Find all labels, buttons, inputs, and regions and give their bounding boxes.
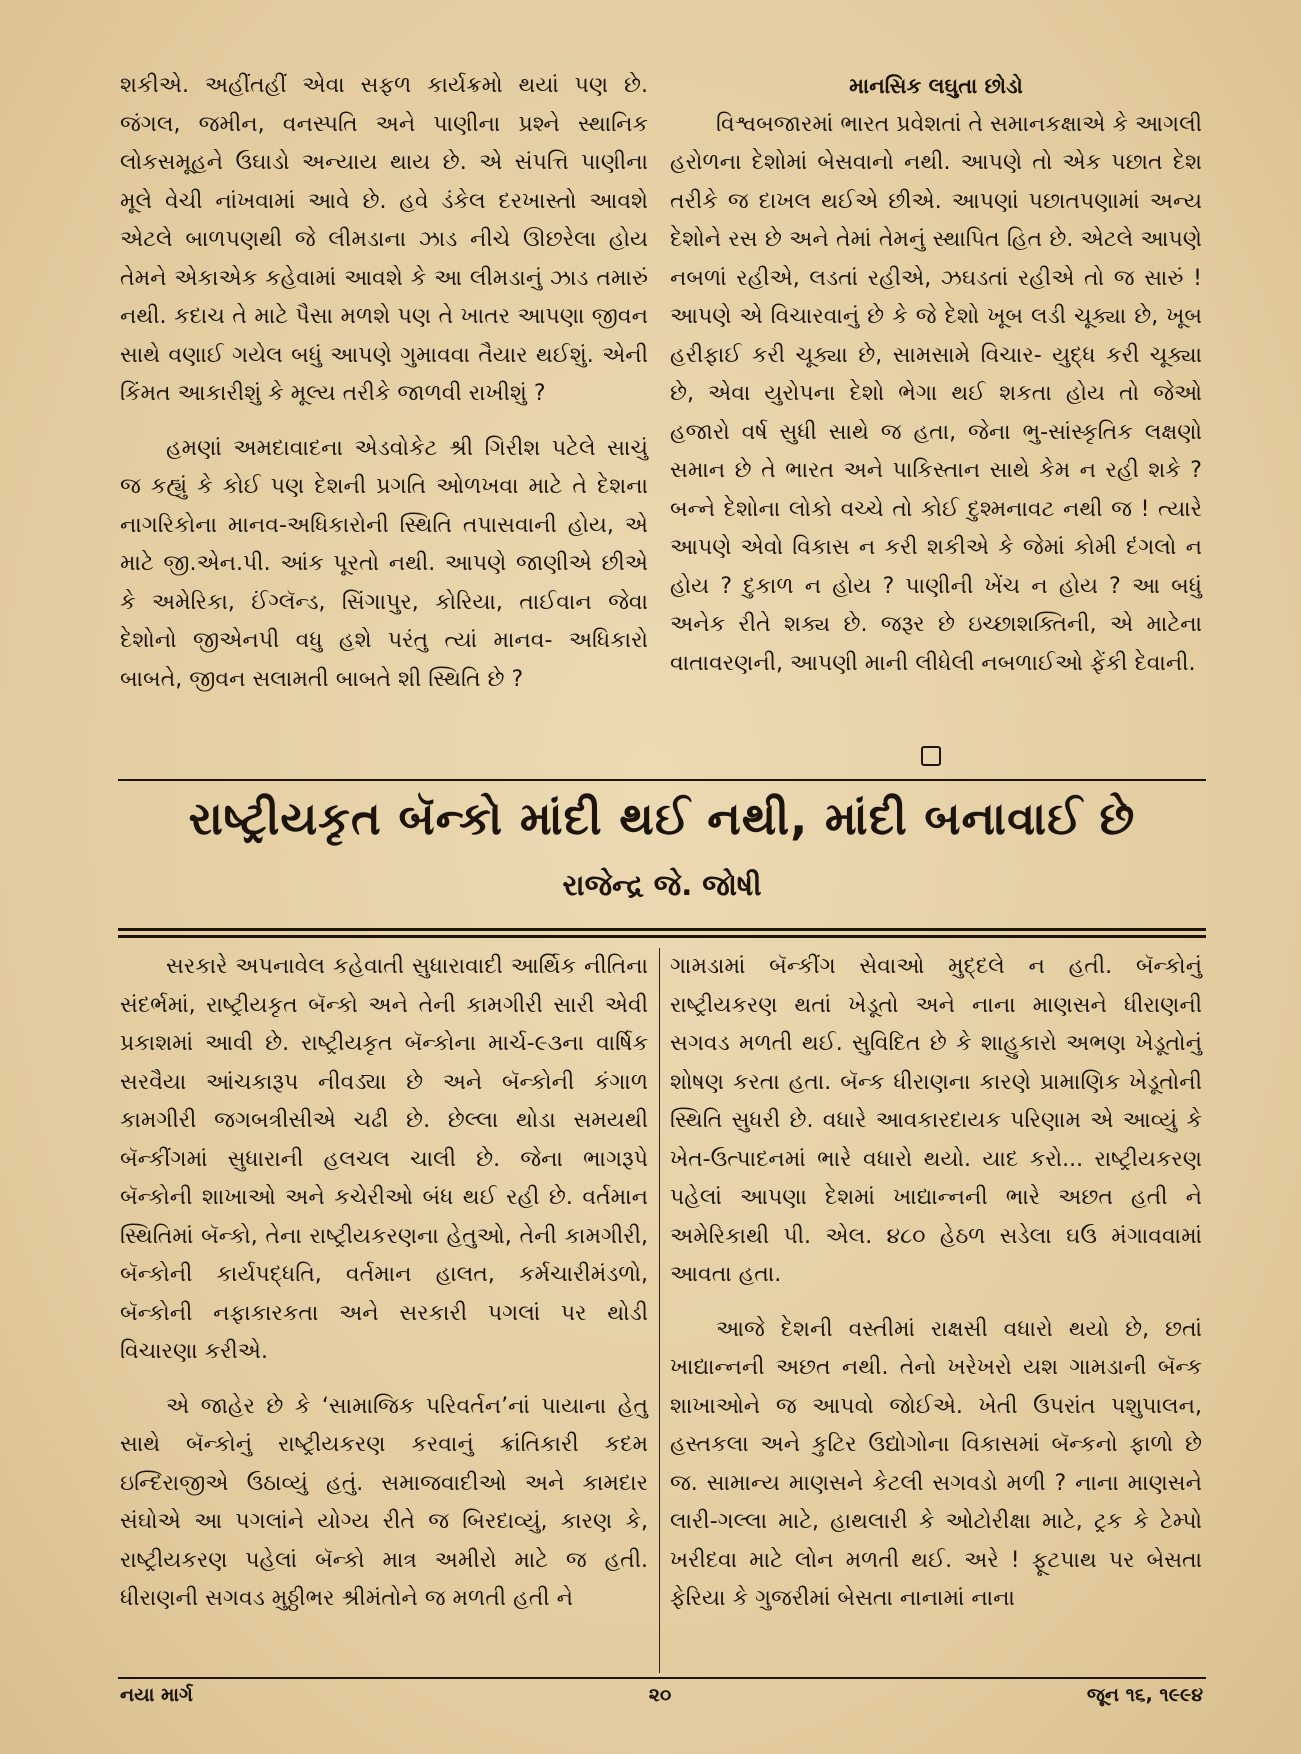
- publication-name: નયા માર્ગ: [120, 1684, 193, 1706]
- paragraph: શકીએ. અહીંતહીં એવા સફળ કાર્યક્રમો થયાં પણ છે. જંગલ, જમીન, વનસ્પતિ અને પાણીના પ્રશ્ને સ્થાનિક લોકસમૂહને ઉઘાડો અન્યાય થાય છે. એ સંપત્તિ પાણીના મૂલે વેચી નાંખવામાં આવે છે. હવે ડંકેલ દરખાસ્તો આવશે એટલે બાળપણથી જે લીમડાના ઝાડ નીચે ઊછરેલા હોય તેમને એકાએક કહેવામાં આવશે કે આ લીમડાનું ઝાડ તમારું નથી. કદાચ તે માટે પૈસા મળશે પણ તે ખાતર આપણા જીવન સાથે વણાઈ ગયેલ બધું આપણે ગુમાવવા તૈયાર થઈશું. એની કિંમત આકારીશું કે મૂલ્ય તરીકે જાળવી રાખીશું ?: [120, 73, 648, 406]
- top-left-column: [120, 67, 648, 699]
- divider: [118, 779, 1206, 781]
- divider: [118, 928, 1206, 931]
- divider: [118, 935, 1206, 938]
- column-divider: [659, 948, 660, 1673]
- paragraph: સરકારે અપનાવેલ કહેવાતી સુધારાવાદી આર્થિક નીતિના સંદર્ભમાં, રાષ્ટ્રીયકૃત બૅન્કો અને તેની કામગીરી સારી એવી પ્રકાશમાં આવી છે. રાષ્ટ્રીયકૃત બૅન્કોના માર્ચ-૯૩ના વાર્ષિક સરવૈયા આંચકારૂપ નીવડ્યા છે અને બૅન્કોની કંગાળ કામગીરી જગબત્રીસીએ ચઢી છે. છેલ્લા થોડા સમયથી બૅન્કીંગમાં સુધારાની હલચલ ચાલી છે. જેના ભાગરૂપે બૅન્કોની શાખાઓ અને કચેરીઓ બંધ થઈ રહી છે. વર્તમાન સ્થિતિમાં બૅન્કો, તેના રાષ્ટ્રીયકરણના હેતુઓ, તેની કામગીરી, બૅન્કોની કાર્યપદ્ધતિ, વર્તમાન હાલત, કર્મચારીમંડળો, બૅન્કોની નફાકારકતા અને સરકારી પગલાં પર થોડી વિચારણા કરીએ.: [120, 954, 648, 1364]
- paragraph: આજે દેશની વસ્તીમાં રાક્ષસી વધારો થયો છે, છતાં ખાદ્યાન્નની અછત નથી. તેનો ખરેખરો યશ ગામડાની બૅન્ક શાખાઓને જ આપવો જોઈએ. ખેતી ઉપરાંત પશુપાલન, હસ્તકલા અને કુટિર ઉદ્યોગોના વિકાસમાં બૅન્કનો ફાળો છે જ. સામાન્ય માણસને કેટલી સગવડો મળી ? નાના માણસને લારી-ગલ્લા માટે, હાથલારી કે ઓટોરીક્ષા માટે, ટ્રક કે ટેમ્પો ખરીદવા માટે લોન મળતી થઈ. અરે ! ફૂટપાથ પર બેસતા ફેરિયા કે ગુજરીમાં બેસતા નાનામાં નાના: [670, 1316, 1202, 1611]
- end-of-article-mark: [921, 746, 941, 766]
- article-title: રાષ્ટ્રીયકૃત બૅન્કો માંદી થઈ નથી, માંદી બનાવાઈ છે: [188, 792, 1136, 845]
- top-right-column: [670, 67, 1202, 683]
- paragraph: હમણાં અમદાવાદના એડવોકેટ શ્રી ગિરીશ પટેલે સાચું જ કહ્યું કે કોઈ પણ દેશની પ્રગતિ ઓળખવા માટે તે દેશના નાગરિકોના માનવ-અધિકારોની સ્થિતિ તપાસવાની હોય, એ માટે જી.એન.પી. આંક પૂરતો નથી. આપણે જાણીએ છીએ કે અમેરિકા, ઈંગ્લૅન્ડ, સિંગાપુર, કોરિયા, તાઈવાન જેવા દેશોનો જીએનપી વધુ હશે પરંતુ ત્યાં માનવ- અધિકારો બાબતે, જીવન સલામતી બાબતે શી સ્થિતિ છે ?: [120, 435, 648, 692]
- bottom-left-column: [120, 948, 648, 1619]
- article-author: રાજેન્દ્ર જે. જોષી: [562, 868, 762, 902]
- paragraph: એ જાહેર છે કે ‘સામાજિક પરિવર્તન’નાં પાયાના હેતુ સાથે બૅન્કોનું રાષ્ટ્રીયકરણ કરવાનું ક્રાંતિકારી કદમ ઇન્દિરાજીએ ઉઠાવ્યું હતું. સમાજવાદીઓ અને કામદાર સંઘોએ આ પગલાંને યોગ્ય રીતે જ બિરદાવ્યું, કારણ કે, રાષ્ટ્રીયકરણ પહેલાં બૅન્કો માત્ર અમીરો માટે જ હતી. ધીરાણની સગવડ મુઠ્ઠીભર શ્રીમંતોને જ મળતી હતી ને: [120, 1393, 648, 1611]
- paragraph: ગામડામાં બૅન્કીંગ સેવાઓ મુદ્દલે ન હતી. બૅન્કોનું રાષ્ટ્રીયકરણ થતાં ખેડૂતો અને નાના માણસને ધીરાણની સગવડ મળતી થઈ. સુવિદિત છે કે શાહુકારો અભણ ખેડૂતોનું શોષણ કરતા હતા. બૅન્ક ધીરાણના કારણે પ્રામાણિક ખેડૂતોની સ્થિતિ સુધરી છે. વધારે આવકારદાયક પરિણામ એ આવ્યું કે ખેત-ઉત્પાદનમાં ભારે વધારો થયો. યાદ કરો... રાષ્ટ્રીયકરણ પહેલાં આપણા દેશમાં ખાદ્યાન્નની ભારે અછત હતી ને અમેરિકાથી પી. એલ. ૪૮૦ હેઠળ સડેલા ઘઉ મંગાવવામાં આવતા હતા.: [670, 954, 1202, 1287]
- bottom-right-column: [670, 948, 1202, 1619]
- section-heading: માનસિક લઘુતા છોડો: [849, 74, 1023, 98]
- paragraph: વિશ્વબજારમાં ભારત પ્રવેશતાં તે સમાનકક્ષાએ કે આગલી હરોળના દેશોમાં બેસવાનો નથી. આપણે તો એક પછાત દેશ તરીકે જ દાખલ થઈએ છીએ. આપણાં પછાતપણામાં અન્ય દેશોને રસ છે અને તેમાં તેમનું સ્થાપિત હિત છે. એટલે આપણે નબળાં રહીએ, લડતાં રહીએ, ઝઘડતાં રહીએ તો જ સારું ! આપણે એ વિચારવાનું છે કે જે દેશો ખૂબ લડી ચૂક્યા છે, ખૂબ હરીફાઈ કરી ચૂક્યા છે, સામસામે વિચાર- યુદ્ધ કરી ચૂક્યા છે, એવા યુરોપના દેશો ભેગા થઈ શકતા હોય તો જેઓ હજારો વર્ષ સુધી સાથે જ હતા, જેના ભુ-સાંસ્કૃતિક લક્ષણો સમાન છે તે ભારત અને પાકિસ્તાન સાથે કેમ ન રહી શકે ? બન્ને દેશોના લોકો વચ્ચે તો કોઈ દુશ્મનાવટ નથી જ ! ત્યારે આપણે એવો વિકાસ ન કરી શકીએ કે જેમાં કોમી દંગલો ન હોય ? દુકાળ ન હોય ? પાણીની ખેંચ ન હોય ? આ બધું અનેક રીતે શક્ય છે. જરૂર છે ઇચ્છાશક્તિની, એ માટેના વાતાવરણની, આપણી માની લીધેલી નબળાઈઓ ફેંકી દેવાની.: [670, 111, 1202, 676]
- issue-date: જૂન ૧૬, ૧૯૯૪: [1086, 1684, 1203, 1706]
- page-number: ૨૦: [648, 1684, 672, 1706]
- divider: [118, 1677, 1206, 1679]
